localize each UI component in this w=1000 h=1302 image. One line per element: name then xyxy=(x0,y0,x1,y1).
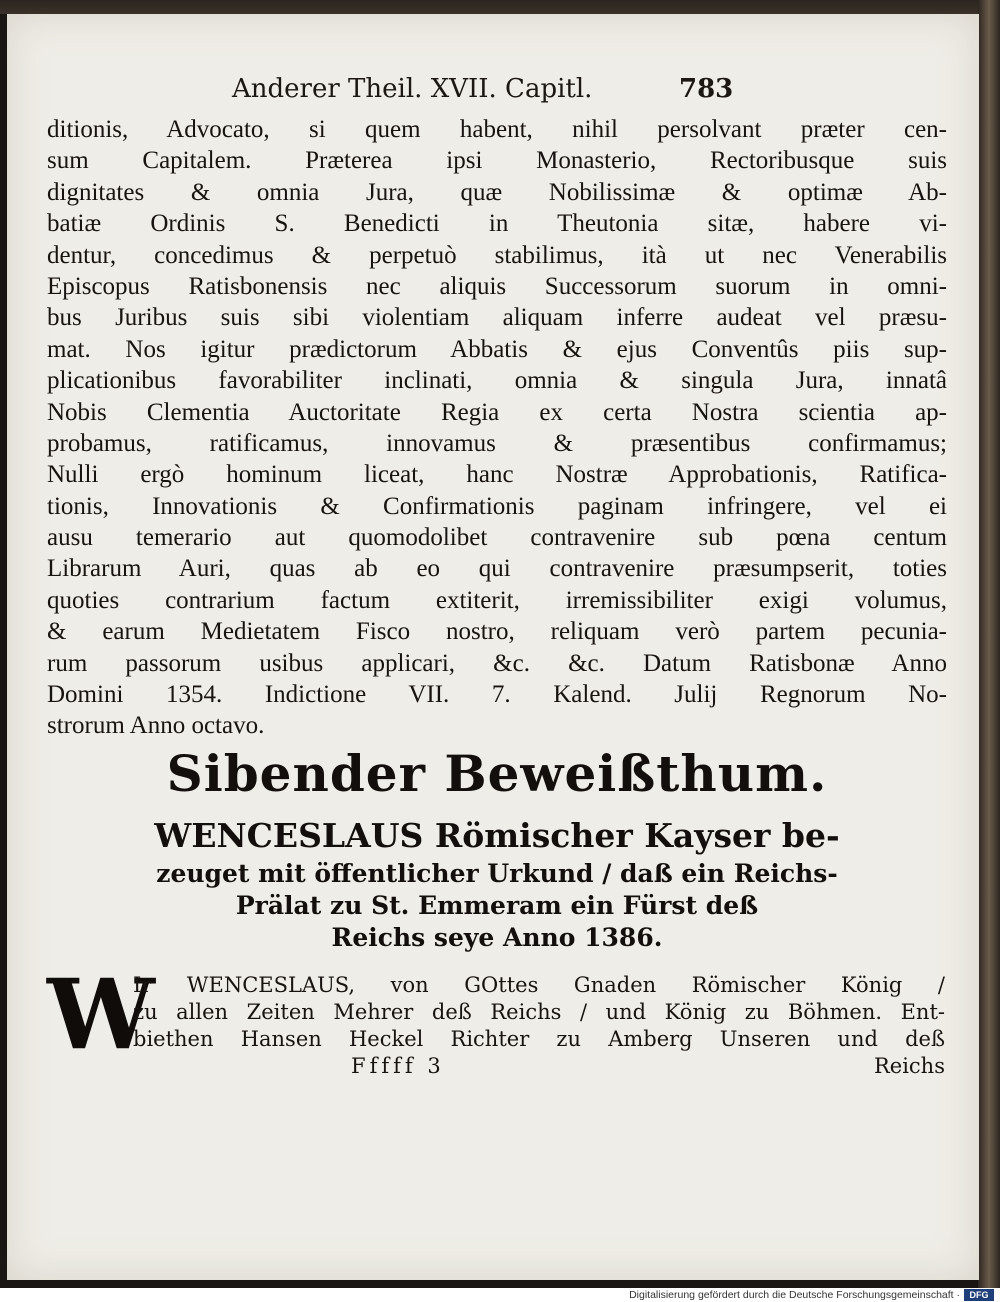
text-line: Domini 1354. Indictione VII. 7. Kalend. Julij Regnorum No- xyxy=(47,681,947,709)
running-head-title: Anderer Theil. XVII. Capitl. xyxy=(232,74,593,104)
catchword: Reichs xyxy=(873,1054,945,1078)
book-edge-top xyxy=(0,0,1000,14)
subtitle-line: zeuget mit öffentlicher Urkund / daß ein Reichs- xyxy=(156,859,838,888)
text-line: batiæ Ordinis S. Benedicti in Theutonia sitæ, habere vi- xyxy=(47,210,947,238)
text-line: bus Juribus suis sibi violentiam aliquam inferre audeat vel præsu- xyxy=(47,304,947,332)
text-line: ditionis, Advocato, si quem habent, nihil persolvant præter cen- xyxy=(47,116,947,143)
dfg-logo: DFG xyxy=(964,1289,994,1301)
book-page xyxy=(7,14,979,1280)
text-line: Librarum Auri, quas ab eo qui contravenire præsumpserit, toties xyxy=(47,555,947,583)
text-line: mat. Nos igitur prædictorum Abbatis & ejus Conventûs piis sup- xyxy=(47,335,947,363)
ornamental-initial: W xyxy=(47,958,155,1071)
text-line: Episcopus Ratisbonensis nec aliquis Successorum suorum in omni- xyxy=(47,272,947,300)
text-line: probamus, ratificamus, innovamus & præsentibus confirmamus; xyxy=(47,429,947,457)
text-line: tionis, Innovationis & Confirmationis paginam infringere, vel ei xyxy=(47,492,947,520)
book-edge-right xyxy=(978,0,1000,1288)
text-line: & earum Medietatem Fisco nostro, reliquam verò partem pecunia- xyxy=(47,618,947,646)
text-line: Nobis Clementia Auctoritate Regia ex certa Nostra scientia ap- xyxy=(47,398,947,426)
text-line: strorum Anno octavo. xyxy=(47,712,265,740)
running-head xyxy=(7,74,979,114)
page-number: 783 xyxy=(679,74,734,104)
text-line: biethen Hansen Heckel Richter zu Amberg Unseren und deß xyxy=(133,1027,945,1051)
text-line: plicationibus favorabiliter inclinati, omnia & singula Jura, innatâ xyxy=(47,367,947,395)
subtitle-line: WENCESLAUS Römischer Kayser be- xyxy=(154,816,840,855)
funding-credit: Digitalisierung gefördert durch die Deutsche Forschungsgemeinschaft · xyxy=(629,1289,960,1301)
text-line: Nulli ergò hominum liceat, hanc Nostræ Approbationis, Ratifica- xyxy=(47,461,947,489)
page-foot xyxy=(133,1054,945,1084)
german-charter-text xyxy=(133,972,945,1053)
text-line: quoties contrarium factum extiterit, irremissibiliter exigi volumus, xyxy=(47,586,947,614)
subtitle-line: Prälat zu St. Emmeram ein Fürst deß xyxy=(235,891,759,920)
text-line: dignitates & omnia Jura, quæ Nobilissimæ & optimæ Ab- xyxy=(47,178,947,206)
footer-bar xyxy=(0,1288,1000,1302)
text-line: ausu temerario aut quomodolibet contravenire sub pœna centum xyxy=(47,524,947,552)
text-line: sum Capitalem. Præterea ipsi Monasterio, Rectoribusque suis xyxy=(47,147,947,175)
text-line: Ir WENCESLAUS, von GOttes Gnaden Römischer König / xyxy=(133,973,945,997)
text-line: rum passorum usibus applicari, &c. &c. Datum Ratisbonæ Anno xyxy=(47,649,947,677)
subtitle-line: Reichs seye Anno 1386. xyxy=(331,923,663,952)
text-line: zu allen Zeiten Mehrer deß Reichs / und König zu Böhmen. Ent- xyxy=(133,1000,945,1024)
text-line: dentur, concedimus & perpetuò stabilimus, ità ut nec Venerabilis xyxy=(47,241,947,269)
section-subtitle xyxy=(47,814,947,954)
section-heading: Sibender Beweißthum. xyxy=(166,744,828,803)
latin-charter-text xyxy=(47,114,947,742)
signature-mark: Fffff 3 xyxy=(351,1054,445,1078)
